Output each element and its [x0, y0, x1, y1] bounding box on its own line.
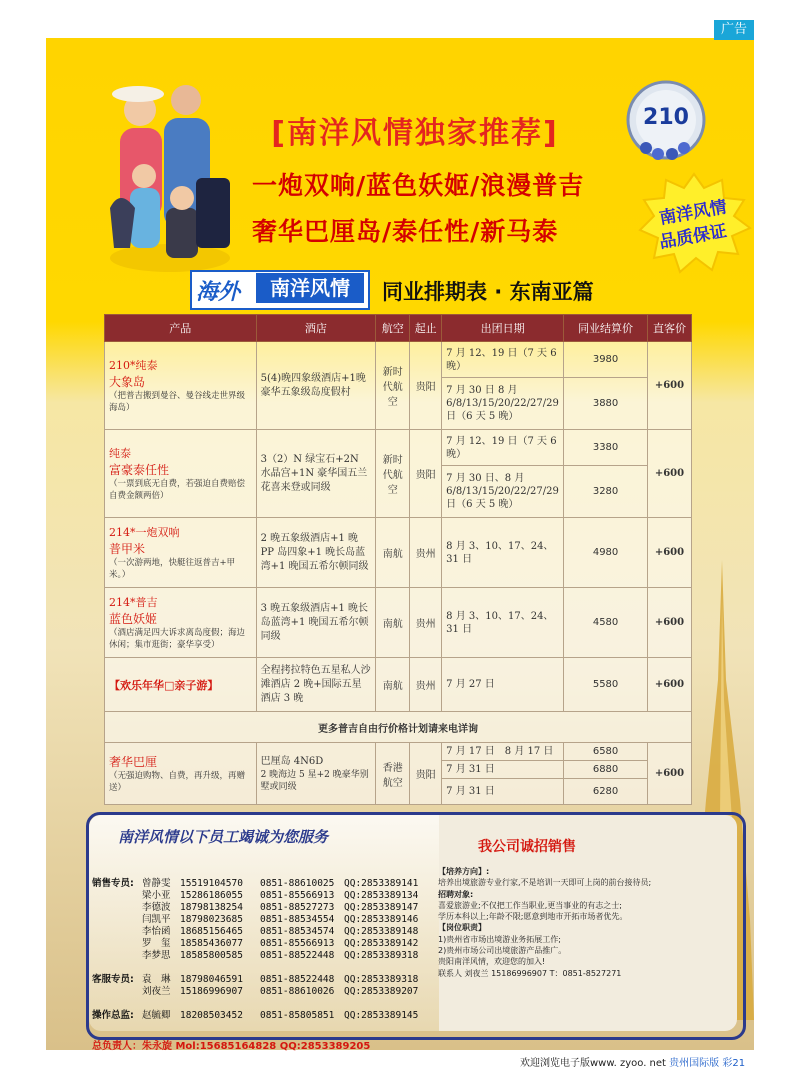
price-cell: 6280 [564, 779, 648, 805]
family-photo [100, 58, 240, 280]
hotel-cell: 3 晚五象级酒店+1 晚长岛蓝湾+1 晚国五希尔顿同级 [256, 588, 376, 658]
recruit-text [438, 866, 726, 979]
section-title: 同业排期表 · 东南亚篇 [382, 280, 594, 304]
list-item: 罗 玺 18585436077 0851-85566913 QQ:2853389142 [142, 938, 419, 949]
header-trade-price: 同业结算价 [564, 315, 648, 342]
airline-cell: 新时代航空 [376, 342, 410, 430]
list-item: 闫凯平 18798023685 0851-88534554 QQ:2853389146 [142, 914, 419, 925]
recruit-line: 培养出境旅游专业行家,不是培训一天即可上岗的前台接待员; [438, 878, 652, 888]
banner-line-2: 奢华巴厘岛/泰任性/新马泰 [252, 217, 559, 246]
price-cell: 6580 [564, 743, 648, 761]
table-row [105, 588, 692, 658]
list-item: 刘夜兰 15186996907 0851-88610026 QQ:2853389207 [142, 986, 419, 997]
badge-210 [616, 74, 716, 174]
retail-cell: +600 [647, 518, 691, 588]
header-departure: 起止 [410, 315, 442, 342]
hotel-line-1: 巴厘岛 4N6D [260, 755, 324, 767]
departure-cell: 贵州 [410, 588, 442, 658]
list-item: 李德波 18798138254 0851-88527273 QQ:2853389147 [142, 902, 419, 913]
product-note: （一票到底无自费，若强迫自费赔偿自费金额两倍） [109, 479, 246, 501]
brand-text-b: 南洋风情 [256, 273, 364, 303]
recruit-line: 【岗位职责】 [438, 923, 486, 933]
recruit-line: 联系人 刘夜兰 15186996907 T：0851-8527271 [438, 968, 622, 978]
product-cell [105, 743, 257, 805]
brand-text-a: 海外 [196, 280, 241, 305]
product-cell [105, 658, 257, 712]
price-cell: 3880 [564, 378, 648, 430]
svg-text:品质保证: 品质保证 [657, 221, 729, 253]
chief-contact: 总负责人：朱永旋 Mol:15685164828 QQ:2853389205 [92, 1041, 371, 1052]
list-item [92, 962, 448, 974]
header-hotel: 酒店 [256, 315, 376, 342]
product-note: （把普吉搬到曼谷、曼谷线走世界级海岛） [109, 391, 246, 413]
dates-cell: 7 月 31 日 [442, 779, 564, 805]
list-item: 销售专员: 曾静雯 15519104570 0851-88610025 QQ:2853389141 [92, 878, 419, 889]
banner-line-1: 一炮双响/蓝色妖姬/浪漫普吉 [252, 171, 585, 200]
header-product: 产品 [105, 315, 257, 342]
table-row [105, 430, 692, 466]
recruit-line: 2)贵州市场公司出境旅游产品推广。 [438, 946, 567, 956]
retail-cell: +600 [647, 743, 691, 805]
price-cell: 4980 [564, 518, 648, 588]
dates-cell: 8 月 3、10、17、24、31 日 [442, 518, 564, 588]
hotel-cell: 3（2）N 绿宝石+2N 水晶宫+1N 豪华国五兰花喜来登或同级 [256, 430, 376, 518]
product-name: 富豪泰任性 [109, 463, 170, 477]
table-row [105, 658, 692, 712]
badge-number: 210 [643, 105, 689, 130]
product-cell [105, 430, 257, 518]
price-cell: 3280 [564, 466, 648, 518]
product-name: 普甲米 [109, 542, 146, 556]
recruit-line: 招聘对象: [438, 889, 474, 899]
product-code: 214*普吉 [109, 596, 158, 609]
departure-cell: 贵州 [410, 658, 442, 712]
product-note: （酒店满足四大诉求离岛度假；海边休闲；集市逛街；豪华享受） [109, 628, 246, 650]
footer-left: 欢迎浏览电子版www. zyoo. net [520, 1058, 666, 1069]
table-row [105, 518, 692, 588]
price-cell: 4580 [564, 588, 648, 658]
retail-cell: +600 [647, 430, 691, 518]
staff-title: 南洋风情以下员工竭诚为您服务 [118, 828, 329, 846]
header-dates: 出团日期 [442, 315, 564, 342]
staff-list [92, 878, 448, 1022]
recruit-title: 我公司诚招销售 [478, 839, 576, 855]
price-cell: 6880 [564, 761, 648, 779]
banner-title: [南洋风情独家推荐] [271, 116, 559, 151]
svg-text:南洋风情: 南洋风情 [657, 197, 729, 229]
list-item: 客服专员: 袁 琳 18798046591 0851-88522448 QQ:2853389318 [92, 974, 419, 985]
dates-cell: 7 月 30 日、8 月 6/8/13/15/20/22/27/29 日（6 天 5 晚） [442, 466, 564, 518]
table-row [105, 712, 692, 743]
list-item: 李怡函 18685156465 0851-88534574 QQ:2853389148 [142, 926, 419, 937]
hotel-cell [256, 743, 376, 805]
footer-right: 贵州国际版 彩21 [669, 1058, 746, 1069]
dates-cell: 7 月 17 日 8 月 17 日 [442, 743, 564, 761]
recruit-line: 【培养方向】: [438, 867, 490, 876]
airline-cell: 南航 [376, 518, 410, 588]
list-item: 梁小亚 15286186055 0851-85566913 QQ:2853389134 [142, 890, 419, 901]
header-retail-price: 直客价 [647, 315, 691, 342]
departure-cell: 贵阳 [410, 743, 442, 805]
price-cell: 5580 [564, 658, 648, 712]
recruit-line: 1)贵州省市场出境游业务拓展工作; [438, 934, 561, 944]
price-cell: 3380 [564, 430, 648, 466]
product-code: 210*纯泰 [109, 359, 158, 372]
retail-cell: +600 [647, 342, 691, 430]
more-info-text: 更多普吉自由行价格计划请来电详询 [105, 712, 692, 743]
list-item: 李梦思 18585800585 0851-88522448 QQ:2853389318 [142, 950, 419, 961]
dates-cell: 8 月 3、10、17、24、31 日 [442, 588, 564, 658]
price-cell: 3980 [564, 342, 648, 378]
hotel-line-2: 2 晚海边 5 星+2 晚豪华别墅或同级 [260, 769, 369, 792]
table-row [105, 342, 692, 378]
schedule-table [104, 314, 692, 805]
recruit-line: 贵阳南洋风情，欢迎您的加入! [438, 957, 546, 967]
product-note: （无强迫购物、自费，再升级，再赠送） [109, 771, 246, 793]
airline-cell: 新时代航空 [376, 430, 410, 518]
product-name: 大象岛 [109, 375, 146, 389]
airline-cell: 南航 [376, 588, 410, 658]
dates-cell: 7 月 27 日 [442, 658, 564, 712]
quality-guarantee-badge [636, 172, 752, 276]
recruit-line: 喜爱旅游业;不仅把工作当职业,更当事业的有志之士; [438, 900, 622, 910]
departure-cell: 贵阳 [410, 342, 442, 430]
table-header-row [105, 315, 692, 342]
recruit-line: 学历本科以上;年龄不限;愿意到地市开拓市场者优先。 [438, 912, 628, 922]
product-name: 蓝色妖姬 [109, 612, 158, 626]
ad-label: 广告 [714, 20, 754, 40]
airline-cell: 香港航空 [376, 743, 410, 805]
hotel-cell: 2 晚五象级酒店+1 晚 PP 岛四象+1 晚长岛蓝湾+1 晚国五希尔顿同级 [256, 518, 376, 588]
brand-logo [190, 270, 370, 310]
section-header [190, 268, 650, 310]
product-name: 奢华巴厘 [109, 755, 158, 769]
hotel-cell: 全程拷拉特色五星私人沙滩酒店 2 晚+国际五星酒店 3 晚 [256, 658, 376, 712]
list-item [92, 998, 448, 1010]
dates-cell: 7 月 30 日 8 月 6/8/13/15/20/22/27/29 日（6 天 5 晚） [442, 378, 564, 430]
airline-cell: 南航 [376, 658, 410, 712]
product-note: （一次游两地，快艇往返普吉+甲米。） [109, 558, 236, 580]
retail-cell: +600 [647, 658, 691, 712]
product-cell [105, 518, 257, 588]
departure-cell: 贵州 [410, 518, 442, 588]
dates-cell: 7 月 12、19 日（7 天 6 晚） [442, 342, 564, 378]
product-code: 纯泰 [109, 447, 131, 460]
dates-cell: 7 月 12、19 日（7 天 6 晚） [442, 430, 564, 466]
table-row [105, 743, 692, 761]
footer [520, 1054, 745, 1069]
departure-cell: 贵阳 [410, 430, 442, 518]
dates-cell: 7 月 31 日 [442, 761, 564, 779]
product-code: 214*一炮双响 [109, 526, 180, 539]
product-cell [105, 588, 257, 658]
header-airline: 航空 [376, 315, 410, 342]
hotel-cell: 5(4)晚四象级酒店+1晚豪华五象级岛度假村 [256, 342, 376, 430]
product-name: 【欢乐年华□亲子游】 [109, 678, 219, 692]
retail-cell: +600 [647, 588, 691, 658]
product-cell [105, 342, 257, 430]
list-item: 操作总监: 赵毓卿 18208503452 0851-85805851 QQ:2853389145 [92, 1010, 419, 1021]
